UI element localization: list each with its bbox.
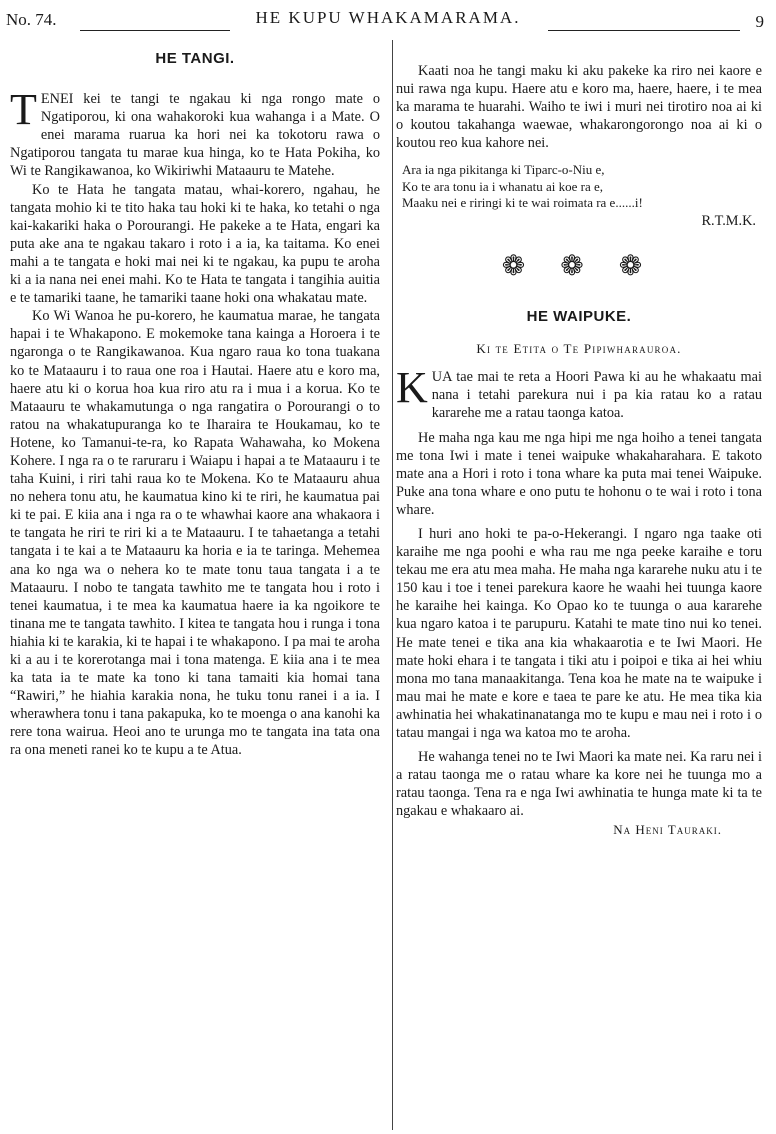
article-subheading: Ki te Etita o Te Pipiwharauroa. xyxy=(476,341,682,357)
right-column xyxy=(396,62,762,839)
waipuke-paragraph-4: He wahanga tenei no te Iwi Maori ka mate nei. Ka raru nei i a ratau taonga me o ratau whare ka kore nei he tuunga mo a ratau taonga. Tena ra e nga Iwi awhinatia te hunga mate ki ta te ngakau e whakaaro ai. xyxy=(396,749,762,820)
drop-cap: K xyxy=(396,363,428,413)
poem xyxy=(396,162,762,212)
header-rule-left xyxy=(80,30,230,31)
signature: Na Heni Tauraki. xyxy=(613,821,722,837)
tangi-paragraph-2: Ko te Hata he tangata matau, whai-korero, ngahau, he tangata mohio ki te tito haka tau hoki ki te haka, ko tetahi o nga kai-kakariki haka o Porourangi. He pakeke a te Hata, engari ka puta ake ana te ngakau takaro i roto i a ia, ka taitama. Ko enei mahi a te tangata e hoki mai nei ki te ngakau, ka pupu te aroha ki a ia nana nei enei mahi. Ko te Hata te tangata i tangihia auitia e te tamariki taane, he tamariki taane hoki ona whakatau mate. xyxy=(10,181,380,307)
issue-number: No. 74. xyxy=(6,10,57,29)
waipuke-paragraph-3: I huri ano hoki te pa-o-Hekerangi. I ngaro nga taake oti karaihe me nga poohi e wha rau me nga peeke karaihe e toru tekau me era atu mea maha. He maha nga kararehe nuku atu i te 150 kau i toe i tenei parekura kaore he waahi hei tuunga kaore he karaihe hei kainga. Ko Opao ko te tuunga o aua kararehe kua ngaro katoa i te parupuru. Katahi te mate tino nui ko tenei. He mate tenei e tika ana kia whakaarotia e te Iwi Maori. He mate hoki ehara i te tangata i tiki atu i poipoi e tika ai hei whiu mona mo tana manaakitanga. Tena koa he mate na te waipuke i mau mai he mate e kore e taea te pare ke atu. He mea tika kia awhinatia hei whakatinanatanga mo te kupu e mau nei i roto i o tatau mangai i nga wa katoa mo te aroha. xyxy=(396,526,762,742)
waipuke-paragraph-1: KUA tae mai te reta a Hoori Pawa ki au he whakaatu mai nana i tetahi parekura nui i pa kia ratau ko a ratau kararehe me a ratau taonga katoa. xyxy=(396,363,762,422)
article-heading-waipuke: HE WAIPUKE. xyxy=(526,308,632,326)
poem-line: Ko te ara tonu ia i whanatu ai koe ra e, xyxy=(402,178,604,194)
article-heading-tangi: HE TANGI. xyxy=(155,50,235,67)
column-divider xyxy=(392,40,393,1130)
drop-cap: T xyxy=(10,85,37,135)
header-rule-right xyxy=(548,30,740,31)
publication-title: HE KUPU WHAKAMARAMA. xyxy=(255,8,521,27)
author-initials: R.T.M.K. xyxy=(701,212,756,229)
poem-line: Ara ia nga pikitanga ki Tiparc-o-Niu e, xyxy=(402,162,605,178)
page-number: 9 xyxy=(755,12,764,31)
tangi-paragraph-1: TENEI kei te tangi te ngakau ki nga rongo mate o Ngatiporou, ki ona wahakoroki kua wahanga i a Mate. O enei marama ruarua ka hori nei ka tokotoru rawa o Ngatiporou tangata tu marae kua hinga, ko te Hata Pokiha, ko Wi te Rangikawanoa, ko Wikiriwhi Mataauru te Matehe. xyxy=(10,85,380,180)
waipuke-paragraph-2: He maha nga kau me nga hipi me nga hoiho a tenei tangata me tona Iwi i mate i tenei waipuke whakaharahara. E takoto mate ana a Hori i roto i tona whare ka puta mai tenei Waipuke. Puke ana tona whare e ono putu te hohonu o te wai i roto i tona whare. xyxy=(396,429,762,518)
page-header xyxy=(0,0,776,40)
ornament-divider: ❁ ❁ ❁ xyxy=(501,251,657,283)
left-column xyxy=(10,50,380,760)
tangi-paragraph-continued: Kaati noa he tangi maku ki aku pakeke ka riro nei kaore e nui rawa nga kupu. Haere atu e koro ma, haere, haere, i te mea ka marama te huarahi. Waiho te iwi i muri nei tirotiro noa ai ki o koutou takahanga waewae, whakarongorongo noa ai ki o koutou reo kua kahore nei. xyxy=(396,63,762,152)
poem-line: Maaku nei e riringi ki te wai roimata ra e......i! xyxy=(402,195,643,211)
tangi-paragraph-3: Ko Wi Wanoa he pu-korero, he kaumatua marae, he tangata hapai i te Whakapono. E mokemoke tana kainga a Horoera i te ngaronga o te Rangikawanoa. Kua ngaro raua ko tona tuakana ko te Mataauru i to raua one roa i Hautai. Haere atu e koro ma, haere atu ki o korua hoa kua riro atu ra i mua i a korua. Ko te Mataauru te whakamutunga o nga rangatira o Porourangi o to ratou na whakatupuranga ko te Iharaira te Houkamau, ko te Hotene, ko Tamanui-te-ra, ko Rapata Wahawaha, ko Mokena Kohere. I nga ra o te raruraru i Waiapu i hapai a te Mataauru i te taha Kuini, i riri tahi raua ko te Mokena. Ko te Mataauru ahua no nehera tonu atu, he kaumatua kino ki te riri, he kaumatua pai ki te pai. E kiia ana i nga ra o te whawhai kaore ana whakaora i te tangata he riri te riri ki a te Mataauru. I te tahaetanga a tetahi tangata i te kai a te Mataauru ka horia e ia te taringa. Mehemea ana ko nga wa o nehera ko te mate tonu taua tangata i a te Mataauru. I nobo te tangata tawhito me te tangata hou i roto i tenei kaumatua, i te mea ka kaumatua haere ia ka ngoikore te tinana me te tangata tawhito. I kitea te tangata hou i runga i tona hiahia ki te karakia, ki te hapai i te whakapono. I pa mai te aroha ki a au i te korerotanga mai i tona matenga. E kiia ana i te mea ka tata ia te mate ka tono ki tana tamaiti kia homai tana “Rawiri,” he hiahia karakia nona, he tuku tonu ranei i a ia. I wherawhera tonu i tana pakapuka, ko te moenga o ana kanohi ka rere tona wairua. Heoi ano te urunga mo te tangata ina tata ona ra ona meneti ranei ko te kupu a te Atua. xyxy=(10,308,380,759)
